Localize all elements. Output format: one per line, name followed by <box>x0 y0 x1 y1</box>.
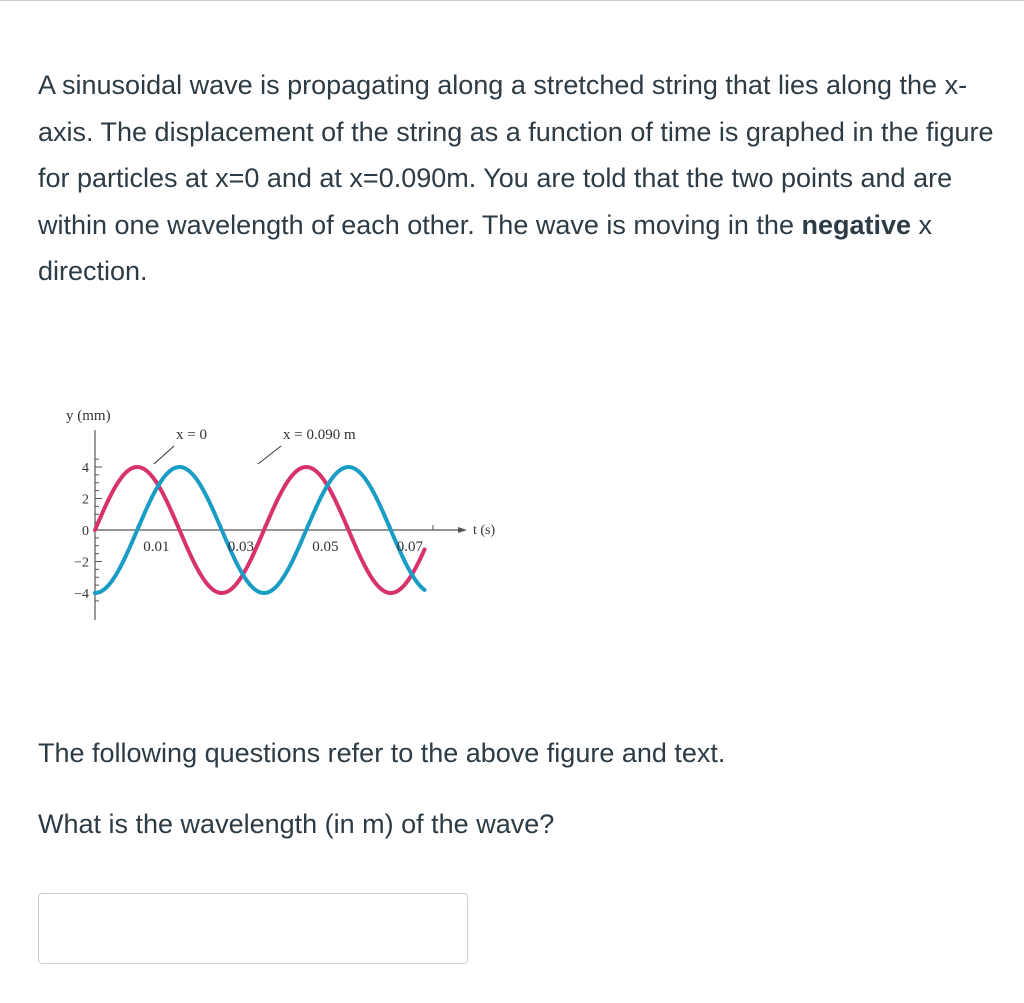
y-tick-label: −4 <box>74 587 89 602</box>
y-tick-label: −2 <box>74 555 89 571</box>
y-tick-label: 4 <box>82 461 89 476</box>
question-prompt: What is the wavelength (in m) of the wave? <box>38 809 555 839</box>
x-tick-label: 0.07 <box>396 539 423 555</box>
series-label-x090-leader <box>258 446 281 464</box>
wave-chart <box>58 398 508 630</box>
question-text-part-1: A sinusoidal wave is propagating along a stretched string that lies along the x-axis. The displacement of the string as a function of time is graphed in the figure for particles at x=0 and at x=0.090m. You are told that the two points and are within one wavelength of each other. The wave is moving in the <box>38 70 994 240</box>
y-axis-label: y (mm) <box>66 408 111 424</box>
wave-figure <box>58 398 508 630</box>
top-divider <box>0 0 1024 1</box>
series-label-x0-leader <box>154 446 174 464</box>
refers-text: The following questions refer to the above figure and text. <box>38 738 726 768</box>
answer-input[interactable] <box>38 893 468 964</box>
x-tick-label: 0.05 <box>312 539 339 555</box>
x-tick-label: 0.01 <box>143 539 170 555</box>
y-tick-label: 0 <box>82 524 89 539</box>
series-label-x0: x = 0 <box>176 427 207 443</box>
t-axis-arrow-icon <box>458 527 467 533</box>
x-tick-label: 0.03 <box>227 539 254 555</box>
x-axis-label: t (s) <box>473 523 496 538</box>
question-text-part-2: x direction. <box>38 209 933 286</box>
question-text-bold: negative <box>801 209 912 240</box>
y-tick-label: 2 <box>82 492 89 508</box>
question-text <box>38 62 998 295</box>
series-label-x090: x = 0.090 m <box>283 427 356 443</box>
